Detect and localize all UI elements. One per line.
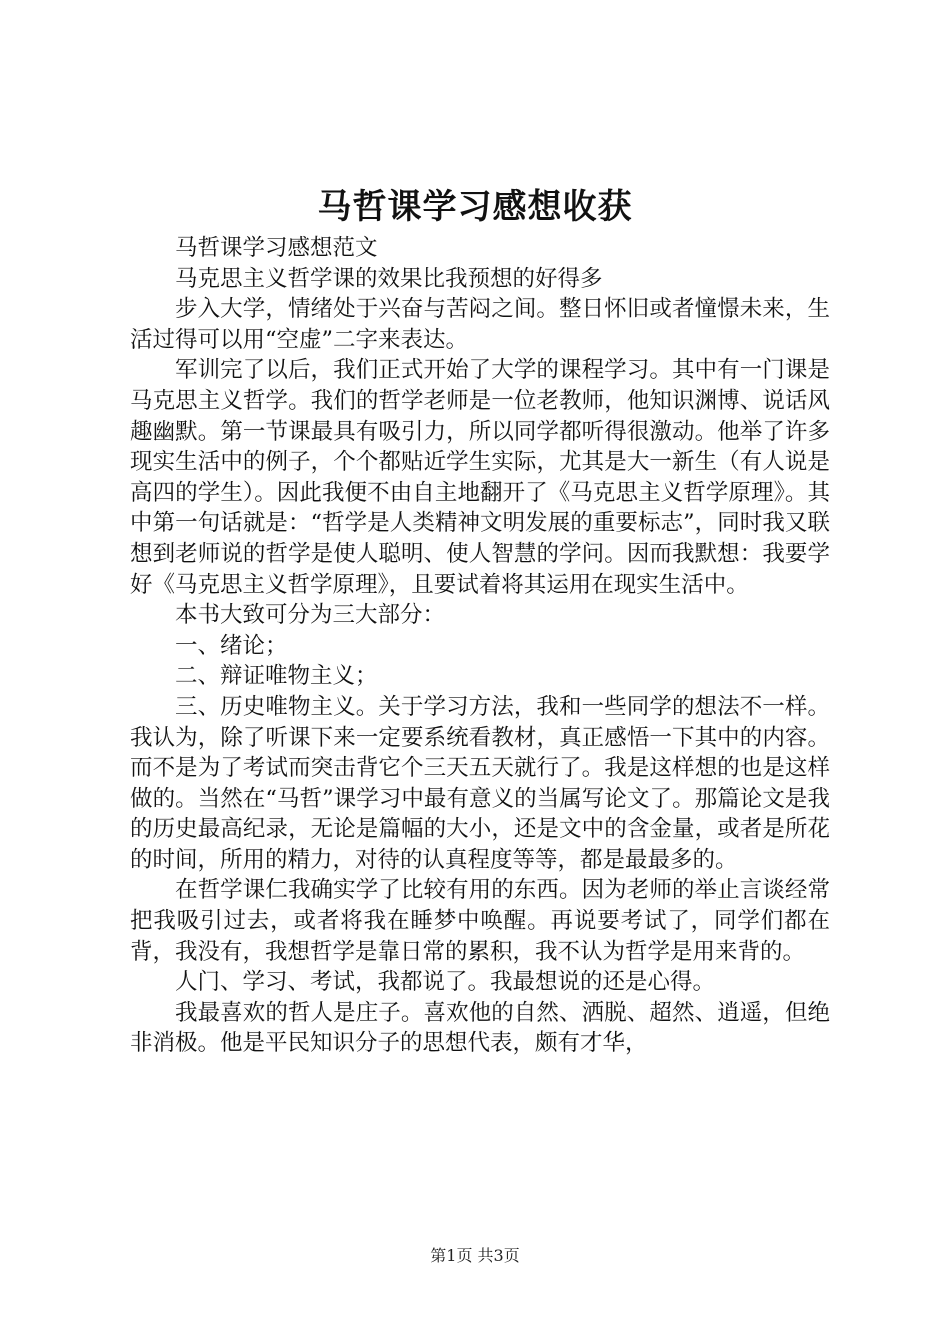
page-number: 第1页 共3页 xyxy=(430,1246,520,1265)
paragraph: 我最喜欢的哲人是庄子。喜欢他的自然、洒脱、超然、逍遥，但绝非消极。他是平民知识分子的思想代表，颇有才华， xyxy=(130,999,830,1057)
paragraph: 步入大学，情绪处于兴奋与苦闷之间。整日怀旧或者憧憬未来，生活过得可以用“空虚”二字来表达。 xyxy=(130,296,830,353)
paragraph-intro: 马克思主义哲学课的效果比我预想的好得多 xyxy=(175,265,603,292)
paragraph: 人门、学习、考试，我都说了。我最想说的还是心得。 xyxy=(175,969,716,996)
paragraph-subtitle: 马哲课学习感想范文 xyxy=(175,235,378,261)
list-item: 一、绪论； xyxy=(175,632,288,659)
paragraph: 在哲学课仁我确实学了比较有用的东西。因为老师的举止言谈经常把我吸引过去，或者将我在睡梦中唤醒。再说要考试了，同学们都在背，我没有，我想哲学是靠日常的累积，我不认为哲学是用来背的。 xyxy=(130,877,830,965)
paragraph: 本书大致可分为三大部分： xyxy=(175,602,446,629)
list-item: 二、辩证唯物主义； xyxy=(175,663,378,690)
document-title: 马哲课学习感想收获 xyxy=(317,187,633,227)
paragraph: 军训完了以后，我们正式开始了大学的课程学习。其中有一门课是马克思主义哲学。我们的哲学老师是一位老教师，他知识渊博、说话风趣幽默。第一节课最具有吸引力，所以同学都听得很激动。他举了许多现实生活中的例子，个个都贴近学生实际，尤其是大一新生（有人说是高四的学生）。因此我便不由自主地翻开了《马克思主义哲学原理》。其中第一句话就是：“哲学是人类精神文明发展的重要标志”，同时我又联想到老师说的哲学是使人聪明、使人智慧的学问。因而我默想：我要学好《马克思主义哲学原理》，且要试着将其运用在现实生活中。 xyxy=(130,357,830,598)
paragraph: 三、历史唯物主义。关于学习方法，我和一些同学的想法不一样。我认为，除了听课下来一定要系统看教材，真正感悟一下其中的内容。而不是为了考试而突击背它个三天五天就行了。我是这样想的也是这样做的。当然在“马哲”课学习中最有意义的当属写论文了。那篇论文是我的历史最高纪录，无论是篇幅的大小，还是文中的含金量，或者是所花的时间，所用的精力，对待的认真程度等等，都是最最多的。 xyxy=(130,693,830,873)
document-body xyxy=(130,233,830,1059)
